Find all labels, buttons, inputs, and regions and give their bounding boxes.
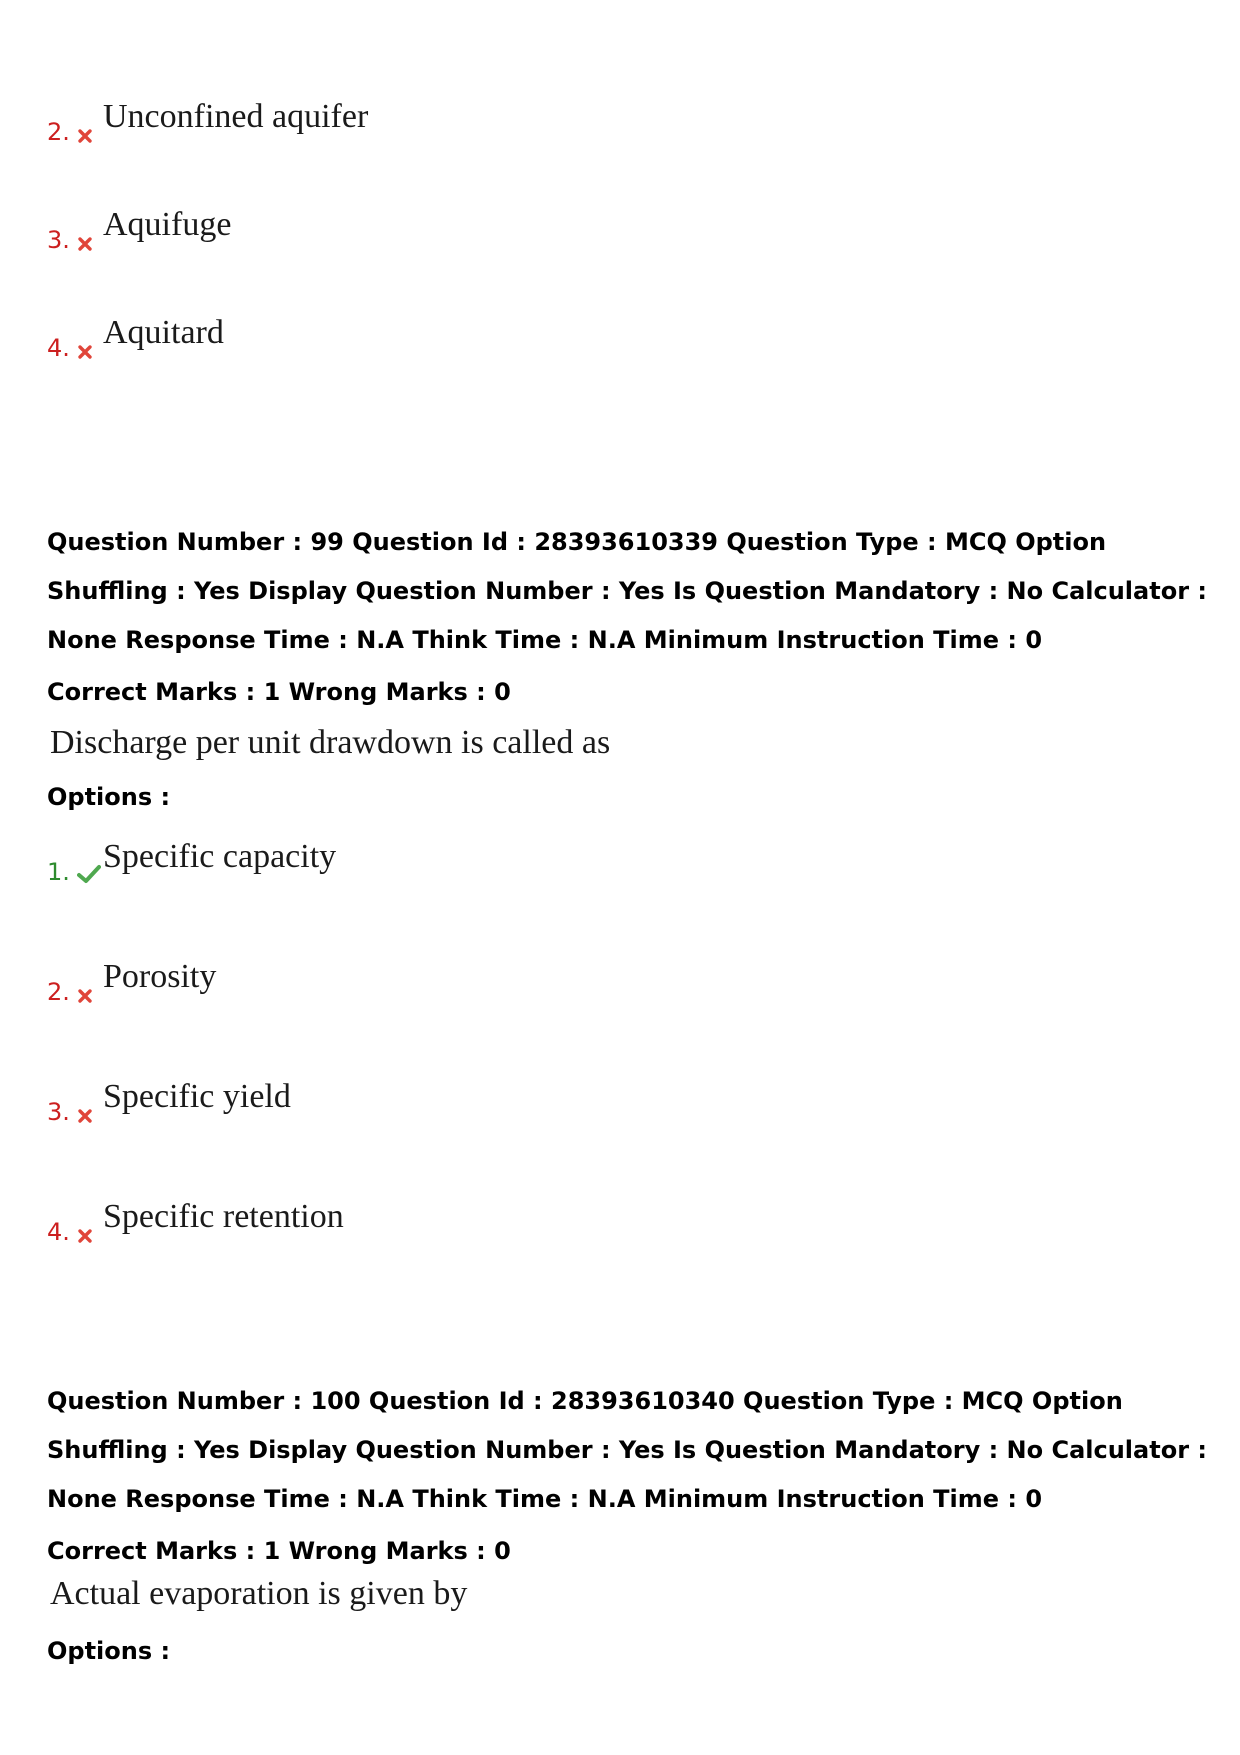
option-text: Aquifuge [103, 206, 232, 243]
check-icon [77, 864, 103, 888]
option-row [47, 838, 336, 888]
cross-icon [77, 988, 103, 1008]
question-text: Discharge per unit drawdown is called as [50, 724, 611, 761]
option-number: 4. [47, 1218, 70, 1246]
option-text: Unconfined aquifer [103, 98, 369, 135]
option-row [47, 206, 231, 256]
question-text: Actual evaporation is given by [50, 1575, 468, 1612]
option-row [47, 314, 224, 364]
option-number: 2. [47, 978, 70, 1006]
option-number: 4. [47, 334, 70, 362]
cross-icon [77, 1108, 103, 1128]
marks-info: Correct Marks : 1 Wrong Marks : 0 [47, 678, 511, 706]
marks-info: Correct Marks : 1 Wrong Marks : 0 [47, 1537, 511, 1565]
options-label: Options : [47, 783, 171, 811]
cross-icon [77, 344, 103, 364]
option-row [47, 958, 216, 1008]
option-row [47, 1078, 291, 1128]
option-text: Specific retention [103, 1198, 344, 1235]
cross-icon [77, 128, 103, 148]
option-number: 3. [47, 226, 70, 254]
option-number: 2. [47, 118, 70, 146]
option-number: 1. [47, 858, 70, 886]
option-row [47, 98, 368, 148]
option-text: Aquitard [103, 314, 224, 351]
question-meta: Question Number : 100 Question Id : 28393610340 Question Type : MCQ Option Shuffling : Yes Display Question Number : Yes Is Question Mandatory : No Calculator : None Response Time : N.A Think Time : N.A Minimum Instruction Time : 0 [47, 1387, 1207, 1513]
cross-icon [77, 236, 103, 256]
option-number: 3. [47, 1098, 70, 1126]
cross-icon [77, 1228, 103, 1248]
option-text: Porosity [103, 958, 217, 995]
question-meta: Question Number : 99 Question Id : 28393610339 Question Type : MCQ Option Shuffling : Yes Display Question Number : Yes Is Question Mandatory : No Calculator : None Response Time : N.A Think Time : N.A Minimum Instruction Time : 0 [47, 528, 1207, 654]
option-text: Specific yield [103, 1078, 291, 1115]
options-label: Options : [47, 1637, 171, 1665]
option-text: Specific capacity [103, 838, 337, 875]
option-row [47, 1198, 344, 1248]
